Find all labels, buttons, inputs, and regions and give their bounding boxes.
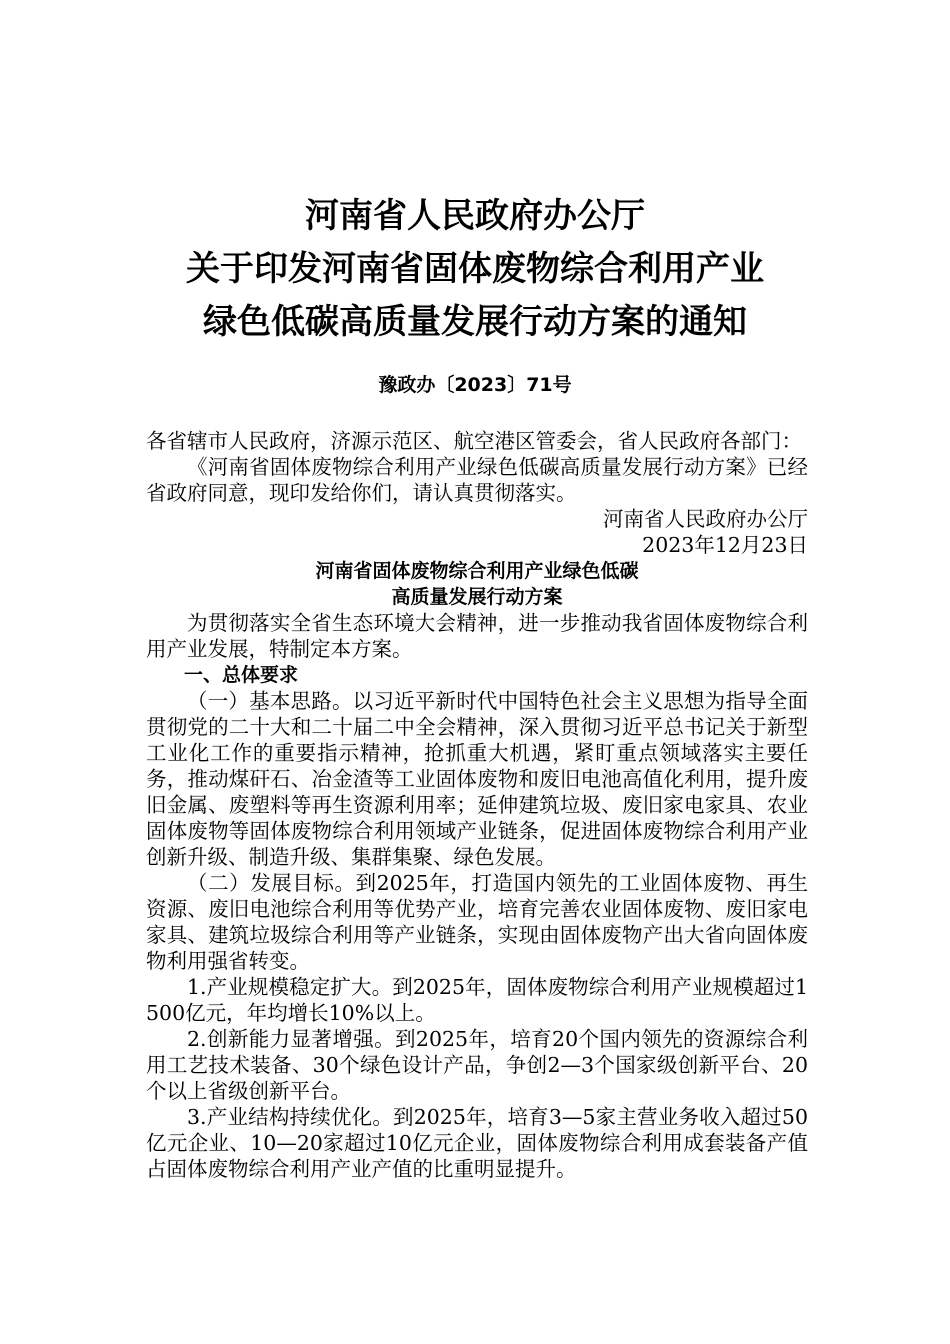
paragraph-goal: （二）发展目标。到2025年，打造国内领先的工业固体废物、再生资源、废旧电池综合利用等优势产业，培育完善农业固体废物、废旧家电家具、建筑垃圾综合利用等产业链条，实现由固体废物产出大省向固体废物利用强省转变。 [146,871,808,973]
document-title [0,190,950,349]
issue-date: 2023年12月23日 [642,533,808,557]
issuer: 河南省人民政府办公厅 [603,507,808,531]
title-line-2: 关于印发河南省固体废物综合利用产业 [186,249,764,289]
notice-body: 《河南省固体废物综合利用产业绿色低碳高质量发展行动方案》已经省政府同意，现印发给你们，请认真贯彻落实。 [146,455,808,505]
goal-item-2: 2.创新能力显著增强。到2025年，培育20个国内领先的资源综合利用工艺技术装备、30个绿色设计产品，争创2—3个国家级创新平台、20个以上省级创新平台。 [146,1027,808,1103]
plan-title-line-1: 河南省固体废物综合利用产业绿色低碳 [315,560,639,582]
goal-item-1: 1.产业规模稳定扩大。到2025年，固体废物综合利用产业规模超过1500亿元，年均增长10%以上。 [146,975,808,1025]
addressee: 各省辖市人民政府，济源示范区、航空港区管委会，省人民政府各部门： [146,429,802,453]
title-line-1: 河南省人民政府办公厅 [305,196,645,236]
paragraph-basic-idea: （一）基本思路。以习近平新时代中国特色社会主义思想为指导全面贯彻党的二十大和二十届二中全会精神，深入贯彻习近平总书记关于新型工业化工作的重要指示精神，抢抓重大机遇，紧盯重点领域落实主要任务，推动煤矸石、冶金渣等工业固体废物和废旧电池高值化利用，提升废旧金属、废塑料等再生资源利用率；延伸建筑垃圾、废旧家电家具、农业固体废物等固体废物综合利用领域产业链条，促进固体废物综合利用产业创新升级、制造升级、集群集聚、绿色发展。 [146,689,808,869]
section-heading: 一、总体要求 [184,664,299,686]
document-body [146,428,808,1182]
plan-title-line-2: 高质量发展行动方案 [391,586,563,608]
document-number: 豫政办〔2023〕71号 [378,374,572,396]
plan-intro: 为贯彻落实全省生态环境大会精神，进一步推动我省固体废物综合利用产业发展，特制定本方案。 [146,611,808,661]
title-line-3: 绿色低碳高质量发展行动方案的通知 [203,302,747,342]
goal-item-3: 3.产业结构持续优化。到2025年，培育3—5家主营业务收入超过50亿元企业、10—20家超过10亿元企业，固体废物综合利用成套装备产值占固体废物综合利用产业产值的比重明显提升。 [146,1105,808,1181]
